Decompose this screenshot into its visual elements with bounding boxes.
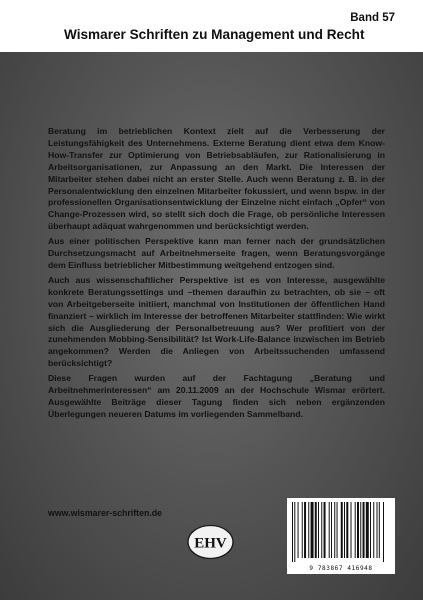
isbn-barcode bbox=[287, 498, 395, 574]
series-title: Wismarer Schriften zu Management und Recht bbox=[64, 27, 365, 42]
publisher-logo-text: EHV bbox=[194, 535, 227, 552]
blurb-paragraph: Auch aus wissenschaftlicher Perspektive ist es von Interesse, ausgewählte konkrete Beratungssettings und –themen daraufhin zu betrachten, ob sie – oft von Arbeitgeberseite initiiert, manchmal von Institutionen der öffentlichen Hand finanziert – wirklich im Interesse der betroffenen Mitarbeiter stattfinden: Wie wirkt sich die Ausgliederung der Personalbetreuung aus? Wer profitiert von der zunehmenden Mobbing-Sensibilität? Ist Work-Life-Balance inzwischen im Betrieb angekommen? Werden die Anliegen von Arbeitssuchenden umfassend berücksichtigt? bbox=[48, 274, 385, 369]
barcode-bars bbox=[290, 502, 392, 562]
website-link: www.wismarer-schriften.de bbox=[48, 508, 163, 518]
publisher-logo bbox=[187, 524, 234, 560]
barcode-number: 9 783867 416948 bbox=[309, 565, 373, 572]
blurb-text bbox=[48, 126, 385, 424]
volume-number: Band 57 bbox=[350, 12, 395, 24]
blurb-paragraph: Diese Fragen wurden auf der Fachtagung „Beratung und Arbeitnehmerinteressen“ am 20.11.2009 an der Hochschule Wismar erörtert. Ausgewählte Beiträge dieser Tagung finden sich neben ergänzenden Überlegungen neueren Datums im vorliegenden Sammelband. bbox=[48, 373, 385, 419]
header-band bbox=[0, 0, 423, 52]
blurb-paragraph: Aus einer politischen Perspektive kann man ferner nach der grundsätzlichen Durchsetzungsmacht auf Arbeitnehmerseite fragen, wenn Beratungsvorgänge dem Einfluss betrieblicher Mitbestimmung weitgehend entzogen sind. bbox=[48, 236, 385, 270]
blurb-paragraph: Beratung im betrieblichen Kontext zielt auf die Verbesserung der Leistungsfähigkeit des Unternehmens. Externe Beratung dient etwa dem Know-How-Transfer zur Optimierung von Betriebsabläufen, zur Rationalisierung in Arbeitsorganisationen, zur Anpassung an den Markt. Die Interessen der Mitarbeiter stehen dabei nicht an erster Stelle. Auch wenn Beratung z. B. in der Personalentwicklung den einzelnen Mitarbeiter fokussiert, und wenn bspw. in der professionellen Organisationsentwicklung der Einzelne nicht einfach „Opfer“ von Change-Prozessen wird, so stellt sich doch die Frage, ob persönliche Interessen überhaupt adäquat wahrgenommen und berücksichtigt werden. bbox=[48, 126, 385, 232]
